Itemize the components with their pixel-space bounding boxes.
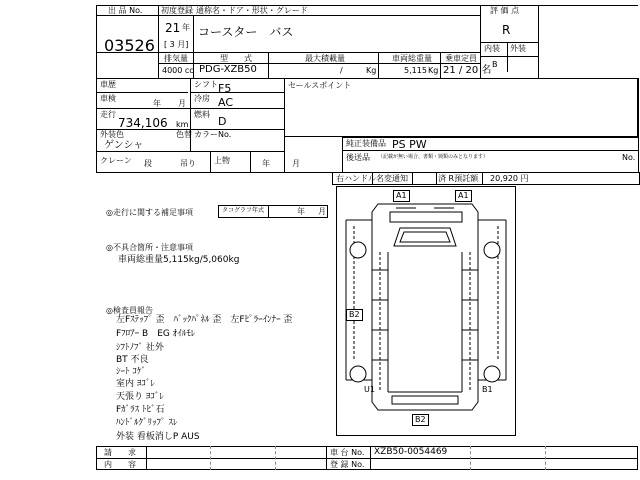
equipment-label: 純正装備品 [346, 139, 386, 148]
crane-dan: 段 [144, 159, 152, 168]
max-load-label: 最大積載量 [305, 54, 345, 63]
lift-label: 上物 [214, 156, 230, 165]
rear-seat-label: 後送品 [346, 153, 370, 162]
report-line: 外装 看板消しP AUS [116, 432, 200, 442]
gross-weight-unit: Kg [428, 66, 439, 75]
eval-value: R [502, 23, 511, 37]
exhibit-no-label: 出 品 No. [108, 6, 143, 15]
color-no-label: カラーNo. [194, 130, 232, 139]
chassis-value: XZB50-0054469 [374, 447, 448, 457]
lift-year: 年 [262, 159, 270, 168]
tacho-month: 月 [318, 207, 326, 216]
lift-month: 月 [292, 159, 300, 168]
report-line: ﾊﾝﾄﾞﾙｸﾞﾘｯﾌﾟ ｽﾚ [116, 418, 178, 428]
sales-point-label: セールスポイント [288, 81, 352, 90]
tacho-year: 年 [297, 207, 305, 216]
mileage-supp-title: ◎走行に関する補足事項 [106, 208, 193, 217]
equipment-value: PS PW [392, 138, 427, 151]
recycle-label: 済 R預託額 [438, 174, 479, 183]
report-line: Fｶﾞﾗｽ ﾄﾋﾞ石 [116, 405, 165, 415]
rear-seat-no: No. [622, 153, 636, 162]
damage-mark-a1-left: A1 [393, 190, 410, 202]
recycle-value: 20,920 円 [490, 174, 529, 183]
aircon-value: AC [218, 96, 234, 109]
chassis-label: 車 台 No. [330, 448, 365, 457]
damage-mark-b2-side: B2 [346, 309, 363, 321]
mileage-label: 走行 [100, 110, 116, 119]
exterior-label: 外装 [510, 44, 526, 53]
damage-mark-b1: B1 [482, 385, 493, 394]
first-reg-label: 初度登録 [161, 6, 193, 15]
displacement: 4000 cc [162, 66, 194, 75]
aircon-label: 冷房 [194, 94, 210, 103]
inspection-month: 月 [178, 99, 186, 108]
report-line: ｼｰﾄ ｺｹﾞ [116, 367, 146, 377]
color-label: 色替 [176, 130, 192, 139]
rear-seat-note: （記載が無い場合、書類・锁類のみとなります） [378, 154, 489, 160]
shift-label: シフト [194, 80, 218, 89]
report-line: ｼﾌﾄﾉﾌﾞ 社外 [116, 343, 164, 353]
max-load-unit: Kg [366, 66, 377, 75]
crane-tsuri: 吊り [180, 159, 196, 168]
max-load: / [340, 66, 343, 75]
model-label: 型 式 [220, 54, 252, 63]
mileage-unit: km [176, 120, 189, 129]
reg-no-label: 登 録 No. [330, 460, 365, 469]
model: PDG-XZB50 [199, 64, 257, 75]
claim-label: 請 求 [104, 448, 136, 457]
report-line: Fﾌﾛｱｰ B EG ｵｲﾙﾓﾚ [116, 329, 196, 339]
shift-value: F5 [218, 82, 232, 95]
defects-line: 車両総重量5,115kg/5,060kg [118, 255, 240, 265]
fuel-label: 燃料 [194, 110, 210, 119]
interior-label: 内装 [484, 44, 500, 53]
report-line: 天張り ﾖｺﾞﾚ [116, 392, 164, 402]
first-reg-year: 21 [165, 21, 181, 35]
name-change-label: 名変通知 [376, 174, 408, 183]
capacity: 21 / 20 名 [443, 65, 492, 76]
damage-mark-b2-rear: B2 [412, 414, 429, 426]
fuel-value: D [218, 115, 227, 128]
report-line: BT 不良 [116, 355, 149, 365]
damage-mark-a1-right: A1 [455, 190, 472, 202]
first-reg-month: [ 3 月] [164, 40, 189, 49]
report-line: 左Fｽﾃｯﾌﾟ 歪 ﾊﾞｯｸﾊﾟﾈﾙ 歪 左Fﾋﾟﾗｰｲﾝﾅｰ 歪 [116, 315, 293, 325]
ext-color-label: 外装色 [100, 130, 124, 139]
mileage-value: 734,106 [118, 116, 168, 130]
handle-label: 右ハンドル [336, 174, 376, 183]
displacement-label: 排気量 [164, 54, 188, 63]
inspector-title: ◎検査員報告 [106, 306, 153, 315]
exhibit-no: 03526 [104, 36, 155, 55]
ext-color-value: ゲンシャ [104, 140, 144, 151]
crane-label: クレーン [100, 156, 132, 165]
body-type-label: 車歴 [100, 80, 116, 89]
capacity-label: 乗車定員 [445, 54, 477, 63]
car-name: コースター バス [198, 25, 294, 39]
report-line: 室内 ﾖｺﾞﾚ [116, 379, 155, 389]
tacho-label: タコグラフ年式 [222, 207, 265, 214]
gross-weight: 5,115 [404, 66, 427, 75]
eval-label: 評 価 点 [490, 6, 520, 15]
name-label: 通称名・ドア・形状・グレード [196, 6, 308, 15]
inspection-year: 年 [153, 99, 161, 108]
defects-title: ◎不具合箇所・注意事項 [106, 243, 193, 252]
gross-weight-label: 車両総重量 [392, 54, 432, 63]
inner-label: 内 容 [104, 460, 136, 469]
inspection-label: 車検 [100, 94, 116, 103]
first-reg-year-unit: 年 [182, 23, 190, 32]
interior-value: B [492, 60, 498, 69]
damage-mark-u1: U1 [364, 385, 375, 394]
